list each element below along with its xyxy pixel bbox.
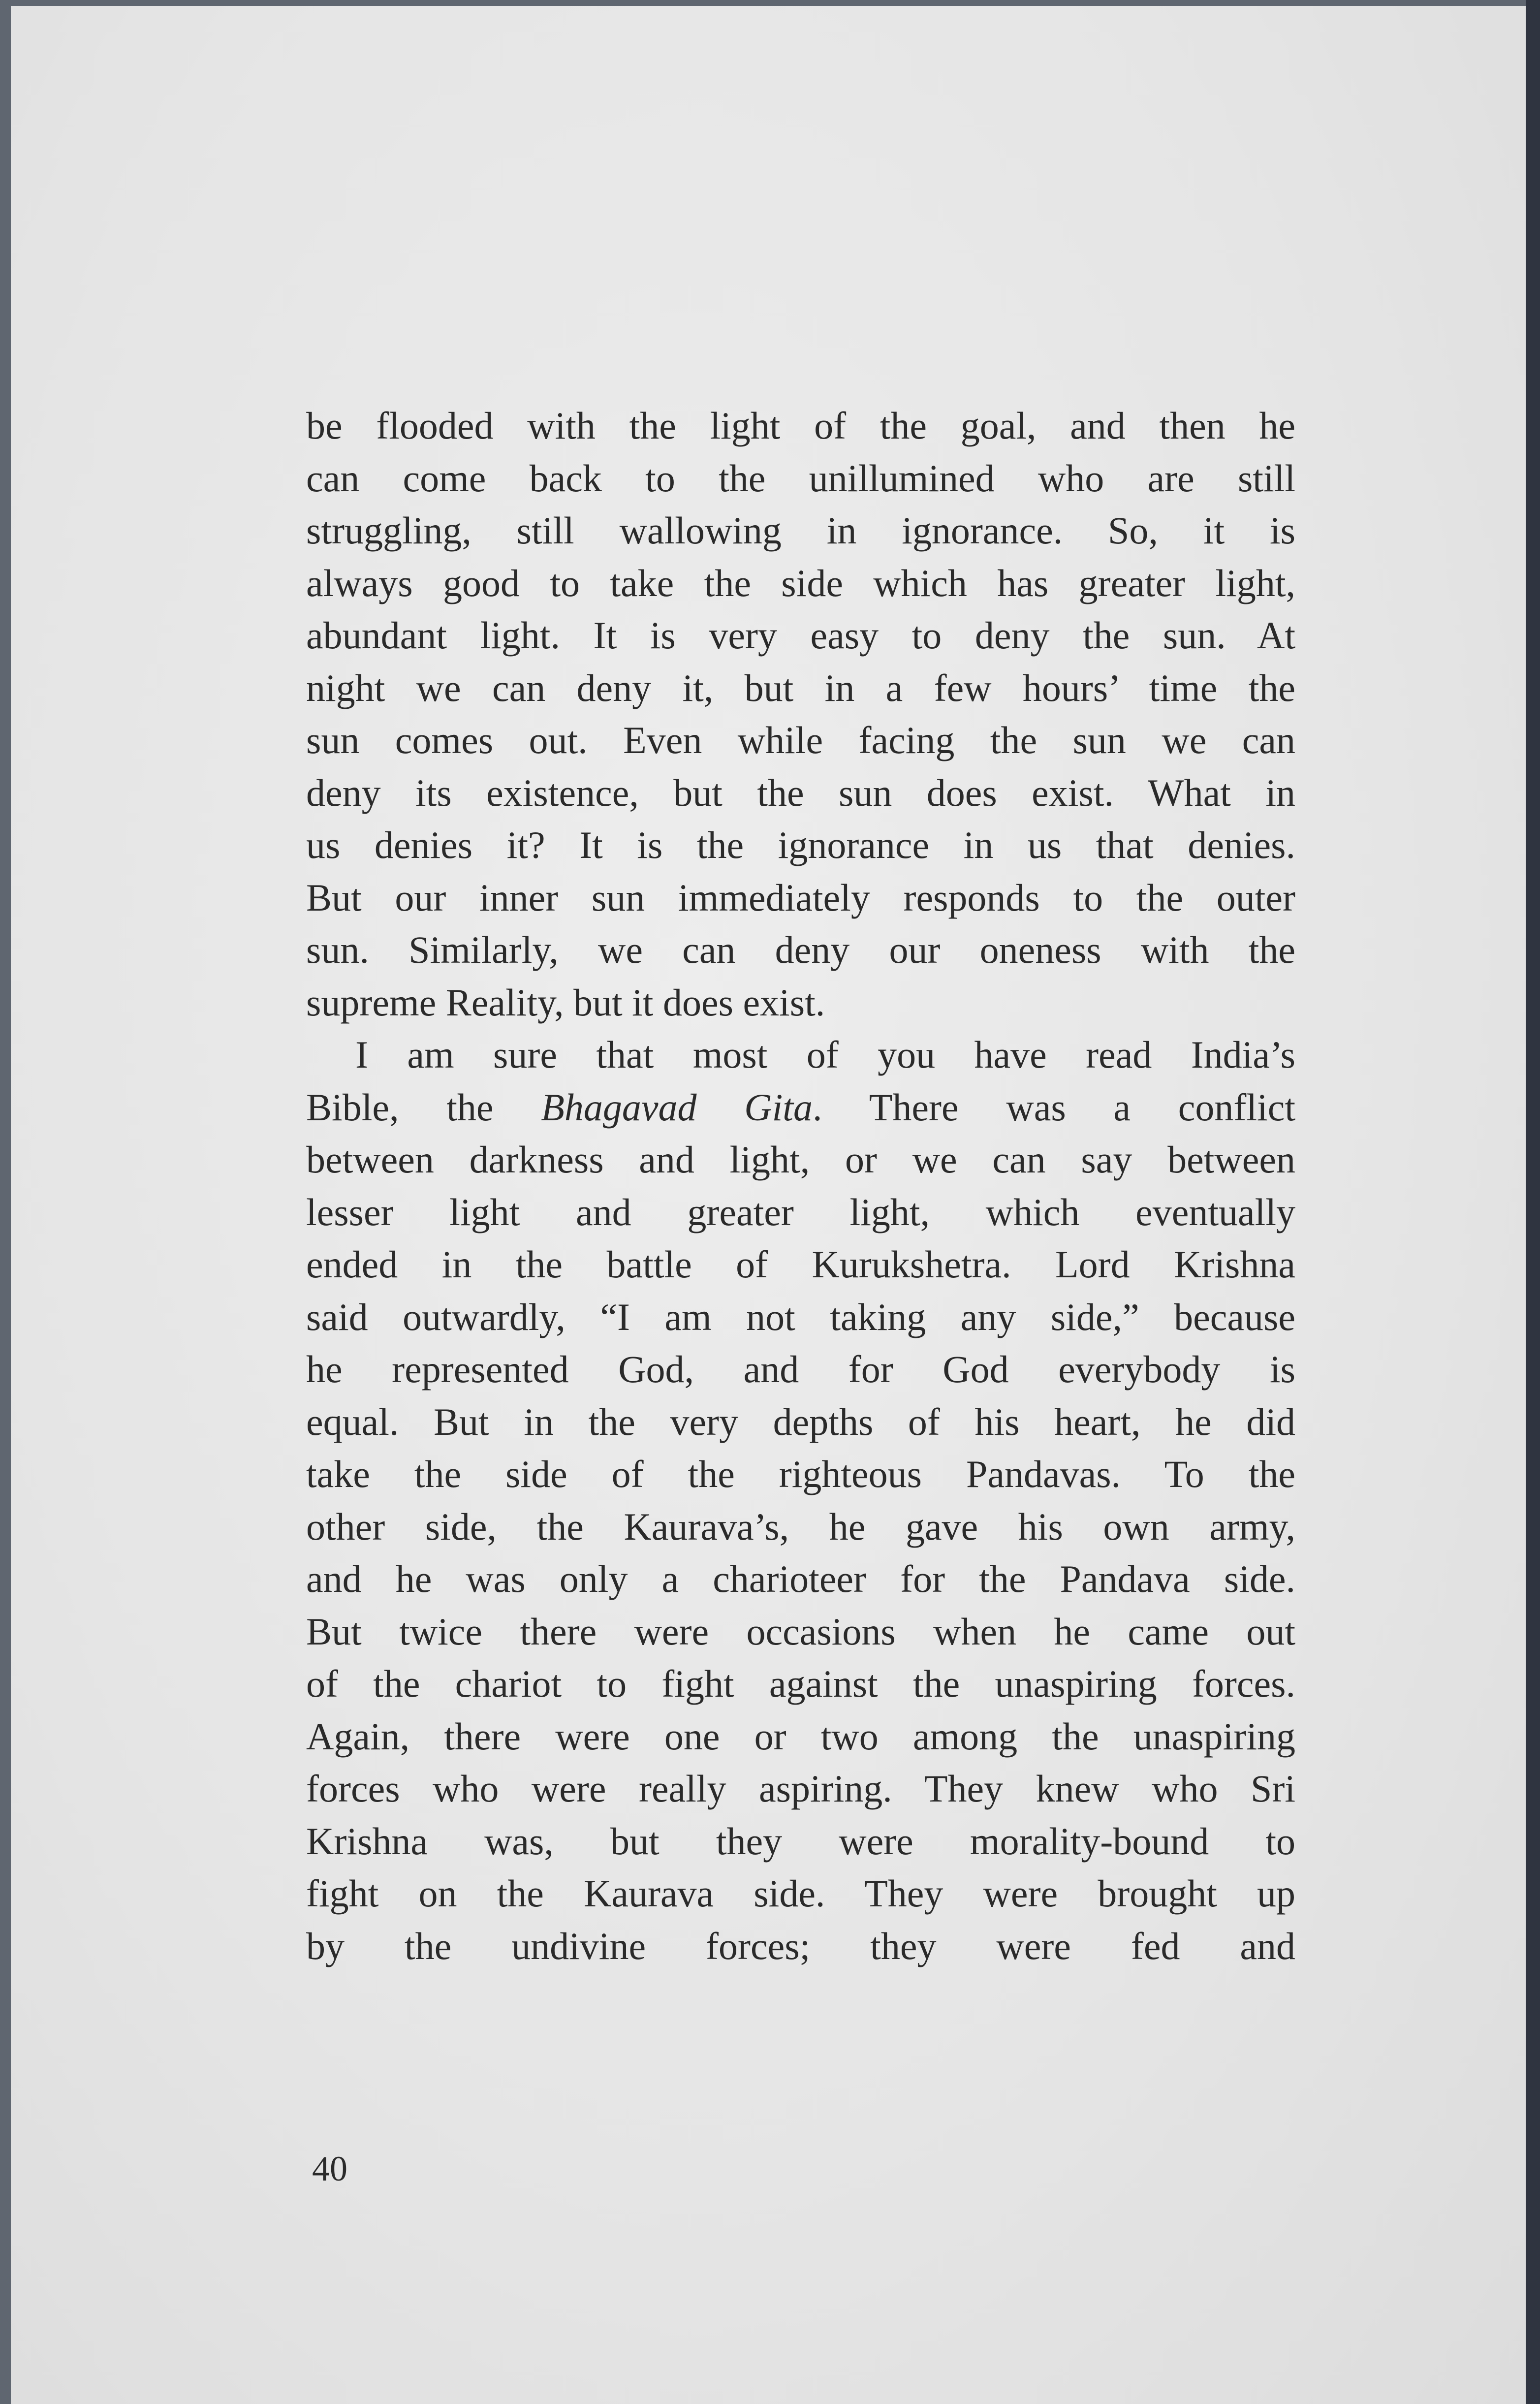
text-segment: Bible, the: [306, 1085, 541, 1129]
text-line: But twice there were occasions when he came out: [306, 1610, 1295, 1653]
book-title: Bhagavad Gita: [541, 1085, 813, 1129]
book-page: [11, 6, 1526, 2404]
text-segment: I am sure that most of you have read India’s: [355, 1033, 1295, 1076]
paragraph-2: [306, 1029, 1295, 1972]
text-line: fight on the Kaurava side. They were brought up: [306, 1872, 1295, 1915]
text-line: he represented God, and for God everybody is: [306, 1348, 1295, 1391]
text-line: said outwardly, “I am not taking any side,” because: [306, 1295, 1295, 1338]
text-line: lesser light and greater light, which eventually: [306, 1190, 1295, 1234]
text-line: sun comes out. Even while facing the sun we can: [306, 719, 1295, 761]
text-line: Krishna was, but they were morality-bound to: [306, 1819, 1295, 1863]
text-line: by the undivine forces; they were fed and: [306, 1924, 1295, 1967]
text-line: between darkness and light, or we can say between: [306, 1138, 1295, 1181]
body-text: [306, 400, 1295, 1972]
text-line: struggling, still wallowing in ignorance. So, it is: [306, 509, 1295, 552]
text-line: of the chariot to fight against the unaspiring forces.: [306, 1662, 1295, 1705]
text-line: take the side of the righteous Pandavas. To the: [306, 1453, 1295, 1495]
text-line: Again, there were one or two among the unaspiring: [306, 1714, 1295, 1758]
paragraph-1: [306, 400, 1295, 1029]
page-number: 40: [312, 2149, 347, 2188]
text-line: forces who were really aspiring. They knew who Sri: [306, 1767, 1295, 1810]
text-line: can come back to the unillumined who are still: [306, 456, 1295, 500]
text-line: [306, 1029, 1295, 1081]
text-line: and he was only a charioteer for the Pandava side.: [306, 1557, 1295, 1600]
text-line: equal. But in the very depths of his heart, he did: [306, 1400, 1295, 1443]
text-line: supreme Reality, but it does exist.: [306, 981, 825, 1024]
text-segment: . There was a conflict: [812, 1085, 1296, 1129]
text-line: night we can deny it, but in a few hours’ time the: [306, 666, 1295, 709]
text-line: be flooded with the light of the goal, and then he: [306, 404, 1295, 447]
page-edge-shadow: [1526, 0, 1540, 2404]
text-line: [306, 1081, 1295, 1134]
text-line: abundant light. It is very easy to deny the sun. At: [306, 614, 1295, 657]
text-line: ended in the battle of Kurukshetra. Lord Krishna: [306, 1243, 1295, 1286]
text-line: always good to take the side which has greater light,: [306, 561, 1295, 604]
text-line: But our inner sun immediately responds to the outer: [306, 876, 1295, 919]
text-line: deny its existence, but the sun does exist. What in: [306, 771, 1295, 814]
text-line: us denies it? It is the ignorance in us that denies.: [306, 823, 1295, 866]
text-line: other side, the Kaurava’s, he gave his own army,: [306, 1505, 1295, 1548]
text-line: sun. Similarly, we can deny our oneness with the: [306, 928, 1295, 971]
